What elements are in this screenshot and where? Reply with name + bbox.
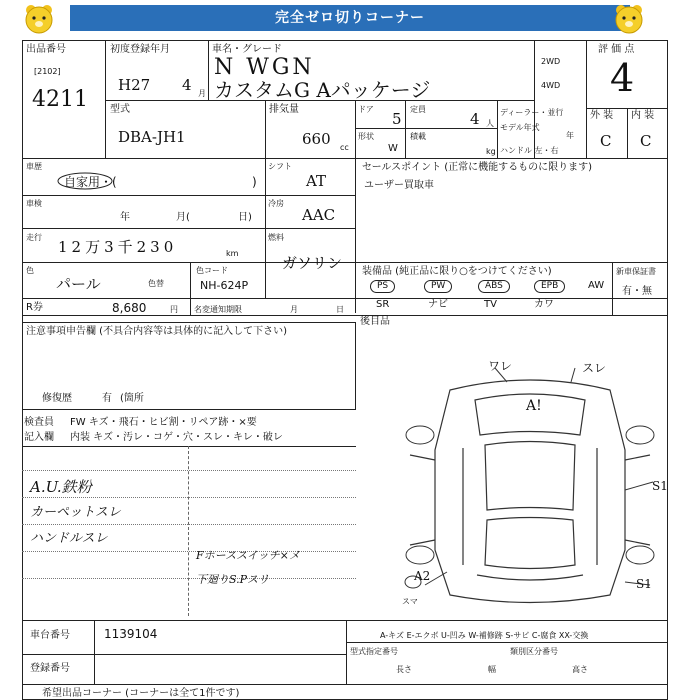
lot-number: 4211 bbox=[32, 87, 88, 112]
type-spec-label: 型式指定番号 bbox=[350, 647, 398, 656]
note-line-5: 下廻りS.Pスリ bbox=[196, 573, 270, 586]
equip-pw: PW bbox=[424, 280, 452, 293]
note-line-4: Fホーススイッチ×メ bbox=[196, 549, 300, 562]
name-change-day: 日 bbox=[336, 305, 344, 314]
circle-mark-icon bbox=[56, 171, 114, 191]
ac-value: AAC bbox=[302, 206, 336, 224]
cc-value: 660 bbox=[302, 130, 331, 148]
2wd-label: 2WD bbox=[541, 57, 561, 66]
sales-point-value: ユーザー買取車 bbox=[364, 180, 434, 191]
banner-title: 完全ゼロ切りコーナー bbox=[70, 5, 630, 31]
length-label: 長さ bbox=[396, 665, 412, 674]
capacity-value: 4 bbox=[470, 110, 480, 128]
equip-abs: ABS bbox=[478, 280, 510, 293]
name-change-label: 名変通知期限 bbox=[194, 305, 242, 314]
first-reg-label: 初度登録年月 bbox=[110, 44, 170, 55]
damage-mark-2: スレ bbox=[582, 361, 607, 375]
damage-mark-6: S1 bbox=[636, 577, 652, 591]
width-label: 幅 bbox=[488, 665, 496, 674]
caution-label: 注意事項申告欄 (不具合内容等は具体的に記入して下さい) bbox=[26, 326, 287, 337]
equipment-label: 装備品 (純正品に限り○をつけてください) bbox=[362, 266, 552, 277]
history-close: ) bbox=[252, 175, 257, 189]
history-label: 車歴 bbox=[26, 162, 42, 171]
shift-label: シフト bbox=[268, 162, 292, 171]
car-name-label: 車名・グレード bbox=[212, 44, 282, 55]
fuel-label: 燃料 bbox=[268, 233, 284, 242]
note-line-1: A.U.鉄粉 bbox=[30, 478, 92, 496]
height-label: 高さ bbox=[572, 665, 588, 674]
equip-sr: SR bbox=[376, 299, 390, 310]
equip-navi: ナビ bbox=[428, 299, 448, 310]
shape-value: W bbox=[388, 143, 398, 154]
name-change-month: 月 bbox=[290, 305, 298, 314]
equip-ps: PS bbox=[370, 280, 395, 293]
recycle-label: R券 bbox=[26, 302, 43, 313]
inspection-month: 月( bbox=[176, 212, 190, 223]
score-value: 4 bbox=[610, 56, 635, 100]
4wd-label: 4WD bbox=[541, 81, 561, 90]
mileage-label: 走行 bbox=[26, 233, 42, 242]
model-year-label: モデル年式 bbox=[500, 123, 540, 132]
door-value: 5 bbox=[392, 110, 402, 128]
mileage-unit: km bbox=[226, 249, 239, 258]
interior-label: 内 装 bbox=[631, 110, 655, 121]
repair-history-label: 修復歴 bbox=[42, 393, 72, 404]
dealer-label: ディーラー・並行 bbox=[500, 108, 564, 117]
load-unit: kg bbox=[486, 147, 496, 156]
chassis-label: 車台番号 bbox=[30, 630, 70, 641]
registration-label: 登録番号 bbox=[30, 663, 70, 674]
capacity-unit: 人 bbox=[486, 119, 494, 128]
first-reg-era: H27 bbox=[118, 76, 151, 94]
first-reg-unit: 月 bbox=[198, 89, 206, 98]
recycle-value: 8,680 bbox=[112, 301, 147, 315]
equipment-row-1 bbox=[362, 280, 608, 294]
equipment-row-2 bbox=[362, 299, 608, 313]
inspection-year: 年 bbox=[120, 212, 130, 223]
color-code-label: 色コード bbox=[196, 266, 228, 275]
mileage-value: 12万3千230 bbox=[58, 238, 178, 256]
first-reg-month: 4 bbox=[182, 76, 192, 94]
sales-point-label: セールスポイント (正常に機能するものに限ります) bbox=[362, 162, 593, 173]
ac-label: 冷房 bbox=[268, 199, 284, 208]
equip-aw: AW bbox=[588, 280, 605, 291]
history-value: 自家用・( bbox=[64, 175, 117, 189]
model-year-unit: 年 bbox=[566, 131, 574, 140]
damage-mark-5: A2 bbox=[414, 569, 431, 583]
interior-value: C bbox=[640, 132, 652, 150]
preferred-corner-label: 希望出品コーナー (コーナーは全て1件です) bbox=[42, 688, 240, 699]
exterior-label: 外 装 bbox=[590, 110, 614, 121]
new-car-warranty-label: 新車保証書 bbox=[616, 267, 656, 276]
damage-mark-7: スマ bbox=[402, 597, 418, 606]
bear-mascot-icon bbox=[22, 2, 56, 36]
cc-unit: cc bbox=[340, 143, 349, 152]
color-label: 色 bbox=[26, 266, 34, 275]
equip-epb: EPB bbox=[534, 280, 565, 293]
exterior-value: C bbox=[600, 132, 612, 150]
color-value: パール bbox=[56, 275, 101, 293]
cc-label: 排気量 bbox=[269, 104, 299, 115]
shift-value: AT bbox=[306, 172, 327, 190]
check-row-1: FW キズ・飛石・ヒビ割・リペア跡・×要 bbox=[70, 417, 257, 428]
repair-history-value: 有 bbox=[102, 393, 112, 404]
capacity-label: 定員 bbox=[410, 105, 426, 114]
lot-label: 出品番号 bbox=[26, 44, 66, 55]
class-number-label: 類別区分番号 bbox=[510, 647, 558, 656]
aftermarket-label: 後目品 bbox=[360, 316, 390, 327]
equip-tv: TV bbox=[484, 299, 497, 310]
load-label: 積載 bbox=[410, 132, 426, 141]
note-line-2: カーペットスレ bbox=[30, 505, 121, 520]
car-name-line2: カスタムG Aパッケージ bbox=[214, 78, 431, 102]
shape-label: 形状 bbox=[358, 132, 374, 141]
damage-mark-1: ワレ bbox=[488, 359, 513, 373]
model-label: 型式 bbox=[110, 104, 130, 115]
damage-mark-4: S1 bbox=[652, 479, 668, 493]
record-label: 記入欄 bbox=[24, 432, 54, 443]
bear-mascot-icon bbox=[612, 2, 646, 36]
chassis-value: 1139104 bbox=[104, 627, 158, 641]
model-value: DBA-JH1 bbox=[118, 128, 186, 146]
door-label: ドア bbox=[358, 105, 374, 114]
damage-mark-3: A! bbox=[526, 398, 542, 414]
fuel-value: ガソリン bbox=[282, 254, 343, 272]
new-car-warranty-value: 有・無 bbox=[622, 286, 652, 297]
lot-sub: [2102] bbox=[34, 67, 61, 76]
damage-legend: A-キズ E-エクボ U-凹み W-補修跡 S-サビ C-腐食 XX-交換 bbox=[380, 631, 589, 640]
header-banner bbox=[0, 0, 700, 38]
handle-label: ハンドル 左・右 bbox=[500, 146, 559, 155]
car-name-line1: N WGN bbox=[214, 55, 315, 80]
color-code-value: NH-624P bbox=[200, 279, 249, 292]
repair-place: (箇所 bbox=[120, 393, 144, 404]
inspector-label: 検査員 bbox=[24, 417, 54, 428]
check-row-2: 内装 キズ・汚レ・コゲ・穴・スレ・キレ・破レ bbox=[70, 432, 283, 443]
inspection-day: 日) bbox=[238, 212, 252, 223]
recycle-unit: 円 bbox=[170, 305, 178, 314]
inspection-label: 車検 bbox=[26, 199, 42, 208]
score-label: 評 価 点 bbox=[598, 44, 635, 55]
note-line-3: ハンドルスレ bbox=[30, 531, 108, 546]
equip-leather: カワ bbox=[534, 299, 554, 310]
color-change-label: 色替 bbox=[148, 279, 164, 288]
